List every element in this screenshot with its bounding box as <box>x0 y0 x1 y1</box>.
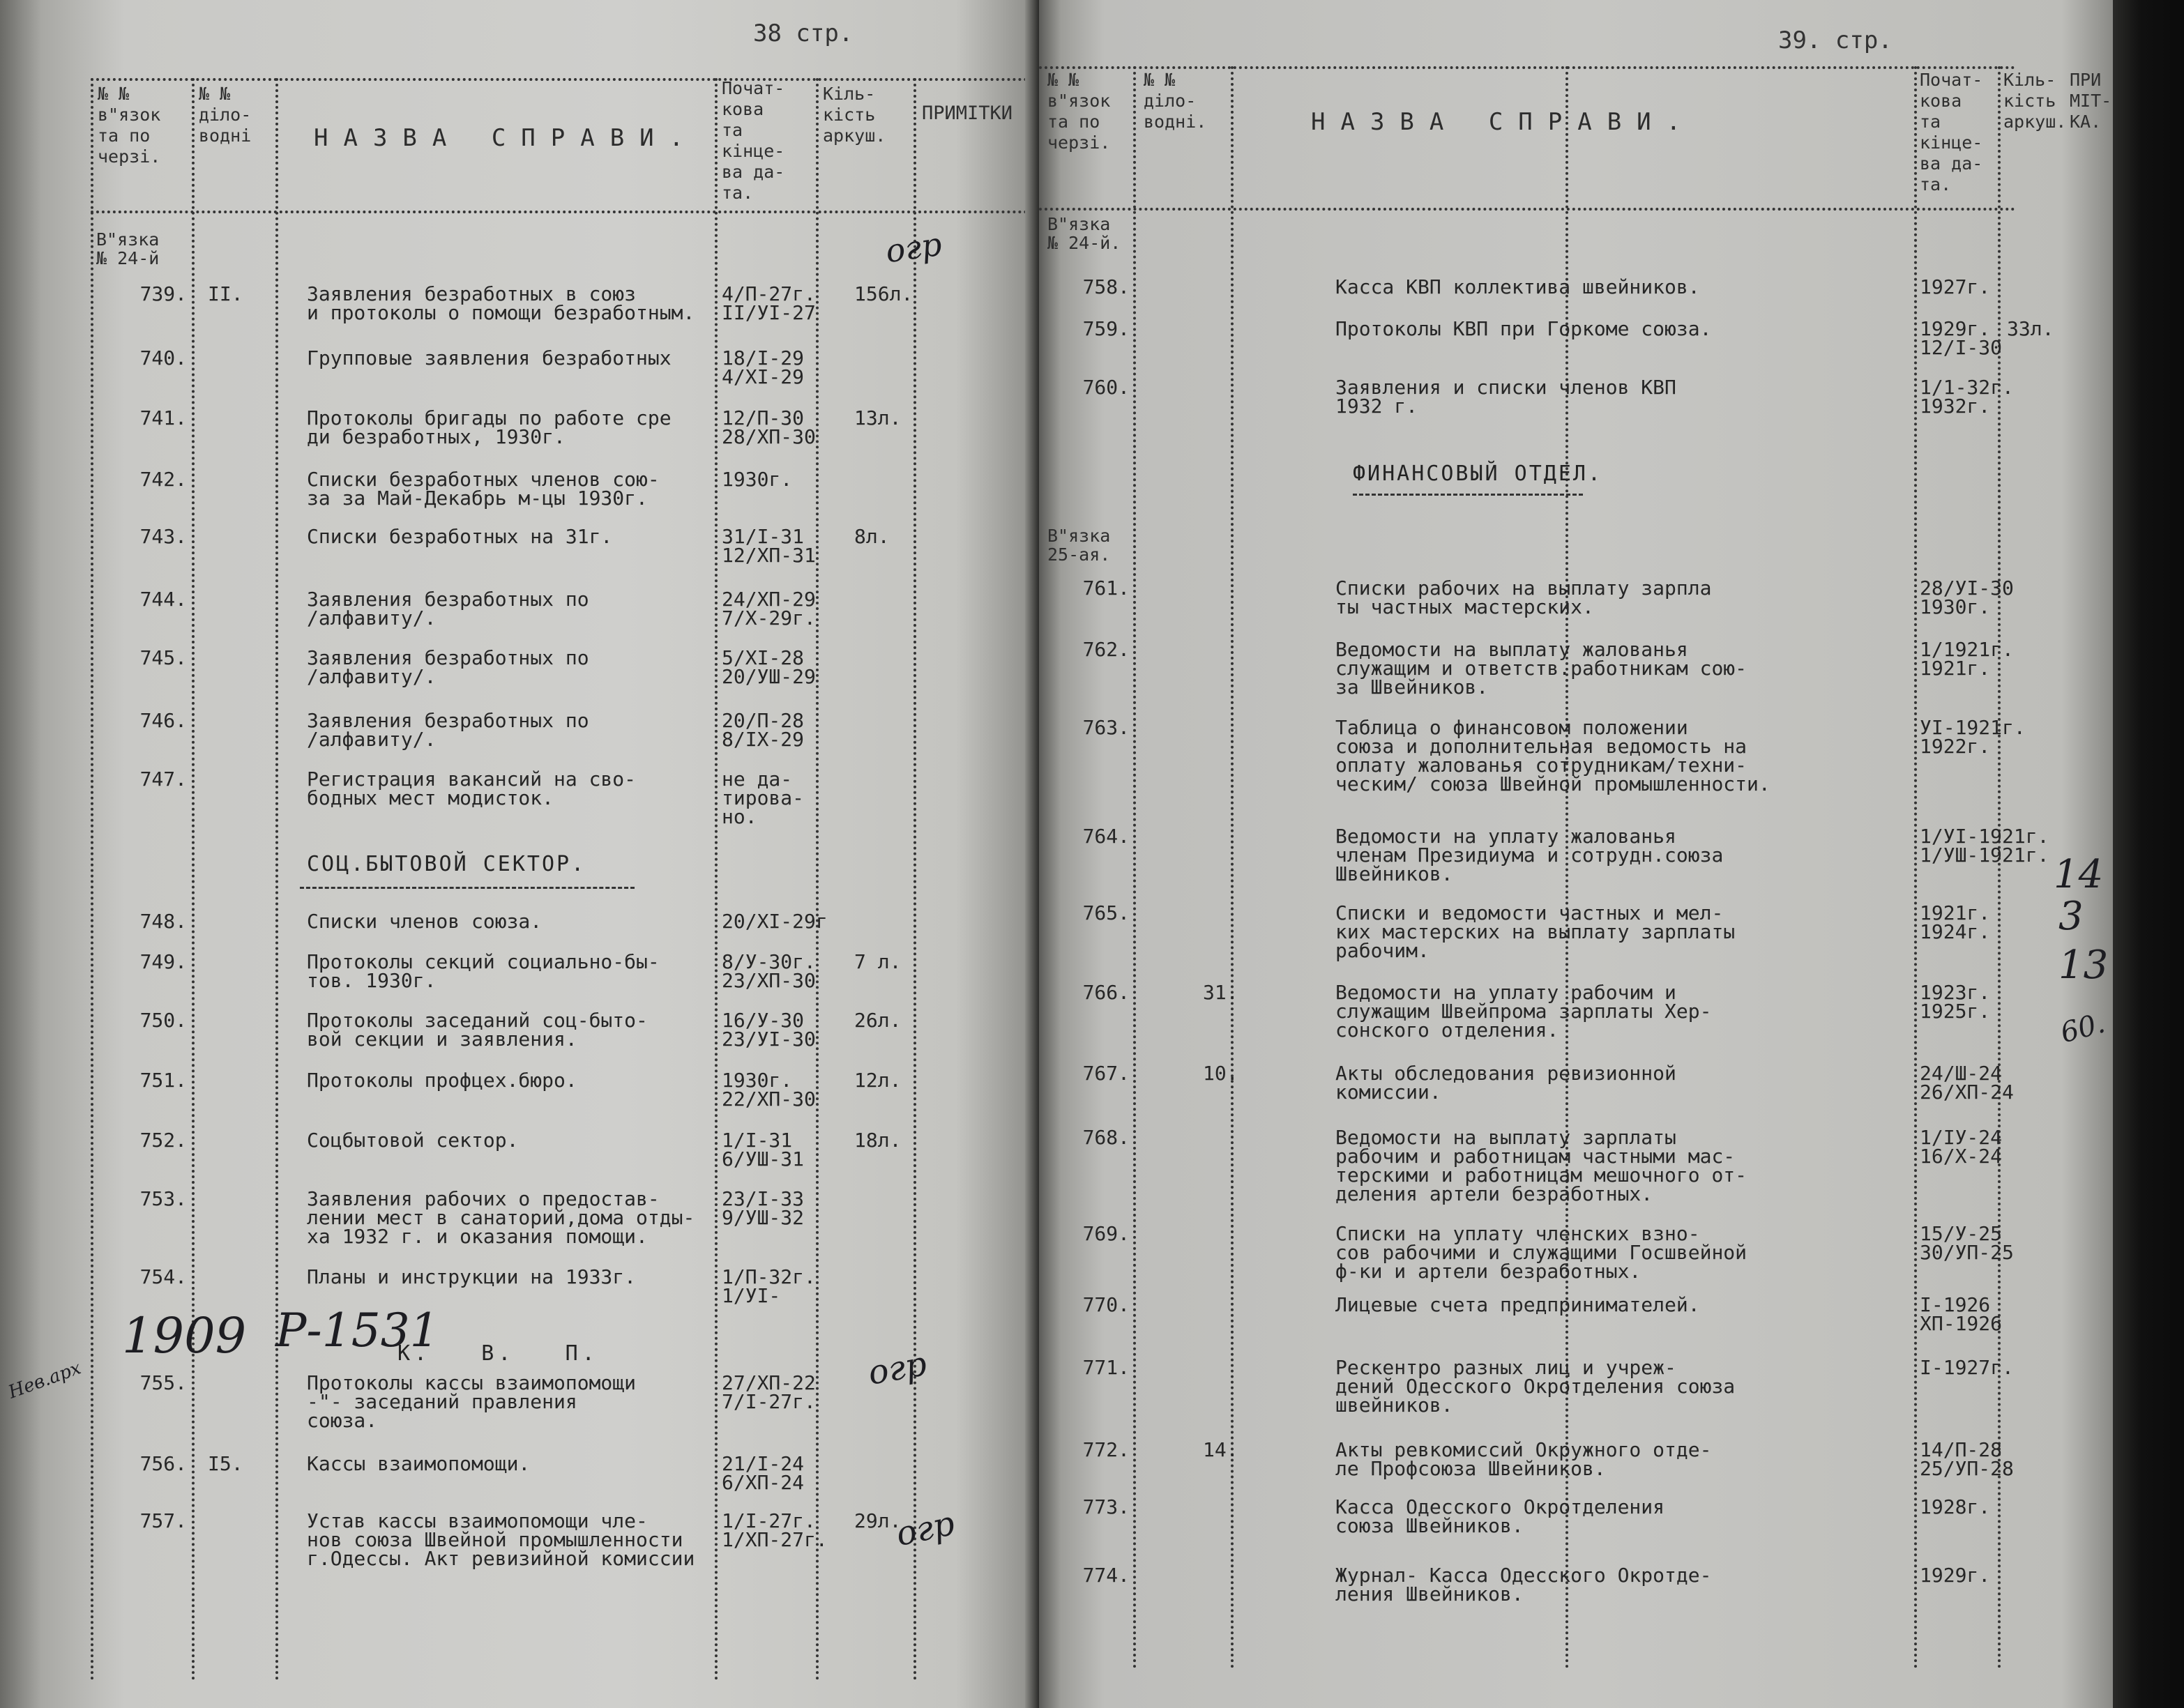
entry-number: 770. <box>1082 1293 1130 1316</box>
handwritten-margin-number: 13 <box>2058 943 2109 988</box>
entry-number: 744. <box>139 588 187 611</box>
column-rule <box>192 78 195 1682</box>
handwritten-year: 1909 <box>122 1307 247 1364</box>
entry-dates: 1/П-32г. 1/УI- <box>722 1265 816 1307</box>
entry-dates: I-1926 ХП-1926 <box>1920 1293 2003 1335</box>
entry-number: 772. <box>1082 1438 1130 1461</box>
header-dept: № № діло- водні. <box>1144 70 1207 132</box>
entry-dates: 1929г. 12/I-30 <box>1920 317 2003 359</box>
entry-title: Ведомости на выплату зарплаты рабочим и работницам частными мас- терскими и работницам мешочного от- деления артели безработных. <box>1335 1126 1747 1205</box>
entry-dept-number: 31. <box>1203 981 1238 1004</box>
bundle-label: В"язка № 24-й. <box>1047 214 1121 253</box>
entry-dates: 1930г. <box>722 468 793 491</box>
entry-sheets: 26л. <box>854 1009 902 1032</box>
entry-dates: 1921г. 1924г. <box>1920 901 1991 943</box>
entry-title: Протоколы профцех.бюро. <box>307 1069 577 1092</box>
column-rule <box>1998 66 2001 1670</box>
header-title: НАЗВА СПРАВИ. <box>314 124 699 152</box>
entry-dates: 1930г. 22/ХП-30 <box>722 1069 816 1111</box>
header-bottom-rule <box>1039 208 2015 211</box>
bundle-label: В"язка № 24-й <box>96 229 160 268</box>
section-heading-finance: ФИНАНСОВЫЙ ОТДЕЛ. <box>1353 462 1603 486</box>
entry-number: 743. <box>139 525 187 548</box>
entry-sheets: 18л. <box>854 1129 902 1152</box>
entry-title: Ведомости на уплату жалованья членам Президиума и сотрудн.союза Швейников. <box>1335 825 1724 885</box>
entry-dept-number: 14. <box>1203 1438 1238 1461</box>
entry-dept-number: I5. <box>208 1452 243 1475</box>
entry-dates: 28/УI-30 1930г. <box>1920 577 2014 618</box>
entry-number: 740. <box>139 346 187 369</box>
entry-number: 746. <box>139 709 187 732</box>
entry-title: Протоколы бригады по работе сре ди безработных, 1930г. <box>307 406 672 448</box>
entry-dates: 31/I-31 12/ХП-31 <box>722 525 816 567</box>
entry-sheets: 33л. <box>2007 317 2054 340</box>
entry-title: Списки рабочих на выплату зарпла ты частных мастерских. <box>1335 577 1712 618</box>
left-page <box>0 0 1039 1708</box>
entry-dates: 1927г. <box>1920 275 1991 298</box>
entry-number: 762. <box>1082 638 1130 661</box>
entry-title: Ведомости на выплату жалованья служащим и ответств.работникам сою- за Швейников. <box>1335 638 1747 699</box>
entry-title: Касса Одесского Окротделения союза Швейников. <box>1335 1495 1665 1537</box>
right-page <box>1039 0 2127 1708</box>
entry-number: 771. <box>1082 1356 1130 1379</box>
entry-number: 756. <box>139 1452 187 1475</box>
column-rule <box>715 78 718 1682</box>
entry-dept-number: 10. <box>1203 1062 1238 1085</box>
entry-dates: 21/I-24 6/ХП-24 <box>722 1452 805 1494</box>
entry-sheets: 12л. <box>854 1069 902 1092</box>
entry-dept-number: II. <box>208 282 243 305</box>
header-top-rule <box>1039 66 2015 69</box>
entry-title: Заявления рабочих о предостав- лении мест в санаторий,дома отды- ха 1932 г. и оказания помощи. <box>307 1187 695 1248</box>
entry-number: 767. <box>1082 1062 1130 1085</box>
entry-title: Лицевые счета предпринимателей. <box>1335 1293 1700 1316</box>
header-seq: № № в"язок та по черзі. <box>98 84 161 167</box>
entry-number: 759. <box>1082 317 1130 340</box>
entry-number: 753. <box>139 1187 187 1210</box>
handwritten-code: Р-1531 <box>275 1304 439 1357</box>
section-underline <box>300 887 635 889</box>
entry-title: Списки безработных членов сою- за за Май-Декабрь м-цы 1930г. <box>307 468 660 510</box>
entry-dates: не да- тирова- но. <box>722 768 805 828</box>
entry-number: 748. <box>139 910 187 933</box>
entry-dates: 8/У-30г. 23/ХП-30 <box>722 950 816 992</box>
header-bottom-rule <box>91 211 1039 213</box>
entry-number: 761. <box>1082 577 1130 600</box>
entry-title: Групповые заявления безработных <box>307 346 672 369</box>
entry-dates: 4/П-27г. II/УI-27 <box>722 282 816 324</box>
entry-number: 755. <box>139 1371 187 1394</box>
entry-dates: 1/IУ-24 16/Х-24 <box>1920 1126 2003 1168</box>
handwritten-margin-number: 3 <box>2058 894 2084 939</box>
entry-title: Списки на уплату членских взно- сов рабочими и служащими Госшвейной ф-ки и артели безработных. <box>1335 1222 1747 1283</box>
entry-number: 751. <box>139 1069 187 1092</box>
header-sheets: Кіль- кість аркуш. <box>823 84 886 146</box>
entry-dates: I-1927г. <box>1920 1356 2014 1379</box>
entry-number: 757. <box>139 1509 187 1532</box>
entry-title: Заявления безработных по /алфавиту/. <box>307 709 589 751</box>
entry-dates: 14/П-28 25/УП-28 <box>1920 1438 2014 1480</box>
column-rule <box>91 78 93 1682</box>
section-underline <box>1353 494 1583 496</box>
entry-dates: 1/УI-1921г. 1/УШ-1921г. <box>1920 825 2049 867</box>
entry-title: Регистрация вакансий на сво- бодных мест модисток. <box>307 768 637 809</box>
entry-dates: 5/XI-28 20/УШ-29 <box>722 646 816 688</box>
entry-title: Протоколы кассы взаимопомощи -"- заседаний правления союза. <box>307 1371 637 1432</box>
entry-dates: 20/П-28 8/IХ-29 <box>722 709 805 751</box>
entry-dates: 1923г. 1925г. <box>1920 981 1991 1023</box>
entry-title: Протоколы заседаний соц-быто- вой секции и заявления. <box>307 1009 648 1051</box>
column-rule <box>816 78 819 1682</box>
header-seq: № № в"язок та по черзі. <box>1047 70 1111 153</box>
entry-title: Журнал- Касса Одесского Окротде- ления Швейников. <box>1335 1564 1712 1606</box>
entry-dates: 12/П-30 28/ХП-30 <box>722 406 816 448</box>
entry-number: 763. <box>1082 716 1130 739</box>
entry-title: Касса КВП коллектива швейников. <box>1335 275 1700 298</box>
handwritten-mark: огр <box>893 1503 958 1555</box>
header-dept: № № діло- водні <box>199 84 252 146</box>
entry-title: Устав кассы взаимопомощи чле- нов союза Швейной промышленности г.Одессы. Акт ревизийной комиссии <box>307 1509 695 1570</box>
header-dates: Почат- кова та кінце- ва да- та. <box>722 78 785 203</box>
header-dates: Почат- кова та кінце- ва да- та. <box>1920 70 1983 195</box>
column-rule <box>1133 66 1136 1670</box>
entry-number: 747. <box>139 768 187 791</box>
header-top-rule <box>91 78 1039 81</box>
entry-dates: 16/У-30 23/УI-30 <box>722 1009 816 1051</box>
entry-dates: 1/I-31 6/УШ-31 <box>722 1129 805 1171</box>
handwritten-mark: огр <box>883 224 944 270</box>
entry-number: 766. <box>1082 981 1130 1004</box>
entry-number: 773. <box>1082 1495 1130 1518</box>
entry-dates: 15/У-25 30/УП-25 <box>1920 1222 2014 1264</box>
handwritten-margin-number: 14 <box>2054 852 2104 897</box>
entry-title: Заявления безработных в союз и протоколы о помощи безработным. <box>307 282 695 324</box>
entry-number: 739. <box>139 282 187 305</box>
handwritten-margin-number: 60. <box>2057 1007 2109 1050</box>
header-title: НАЗВА СПРАВИ. <box>1311 108 1697 136</box>
entry-number: 768. <box>1082 1126 1130 1149</box>
entry-sheets: 29л. <box>854 1509 902 1532</box>
entry-title: Акты ревкомиссий Окружного отде- ле Профсоюза Швейников. <box>1335 1438 1712 1480</box>
column-rule <box>275 78 278 1682</box>
entry-title: Списки членов союза. <box>307 910 543 933</box>
entry-title: Акты обследования ревизионной комиссии. <box>1335 1062 1676 1104</box>
entry-number: 758. <box>1082 275 1130 298</box>
entry-number: 749. <box>139 950 187 973</box>
entry-dates: 24/Ш-24 26/ХП-24 <box>1920 1062 2014 1104</box>
entry-sheets: 7 л. <box>854 950 902 973</box>
entry-number: 765. <box>1082 901 1130 924</box>
header-sheets: Кіль- кість аркуш. <box>2003 70 2067 132</box>
entry-dates: 24/ХП-29 7/Х-29г. <box>722 588 816 630</box>
entry-dates: 1/1-32г. 1932г. <box>1920 376 2014 418</box>
header-notes: ПРИ МІТ- КА. <box>2070 70 2112 132</box>
entry-title: Кассы взаимопомощи. <box>307 1452 531 1475</box>
entry-title: Списки безработных на 31г. <box>307 525 613 548</box>
page-number: 38 стр. <box>753 20 854 47</box>
entry-dates: 18/I-29 4/XI-29 <box>722 346 805 388</box>
entry-title: Заявления и списки членов КВП 1932 г. <box>1335 376 1676 418</box>
entry-number: 774. <box>1082 1564 1130 1587</box>
entry-title: Планы и инструкции на 1933г. <box>307 1265 637 1288</box>
entry-dates: 1929г. <box>1920 1564 1991 1587</box>
entry-sheets: 156л. <box>854 282 913 305</box>
handwritten-margin-note: Нев.арх <box>6 1357 84 1403</box>
entry-dates: УI-1921г. 1922г. <box>1920 716 2026 758</box>
entry-title: Заявления безработных по /алфавиту/. <box>307 588 589 630</box>
entry-title: Заявления безработных по /алфавиту/. <box>307 646 589 688</box>
book-cover-edge <box>2113 0 2184 1708</box>
column-rule <box>1231 66 1234 1670</box>
entry-dates: 1928г. <box>1920 1495 1991 1518</box>
entry-title: Соцбытовой сектор. <box>307 1129 519 1152</box>
entry-title: Протоколы секций социально-бы- тов. 1930г. <box>307 950 660 992</box>
bundle-label: В"язка 25-ая. <box>1047 526 1111 565</box>
entry-title: Ведомости на уплату рабочим и служащим Швейпрома зарплаты Хер- сонского отделения. <box>1335 981 1712 1042</box>
entry-dates: 20/XI-29г <box>722 910 828 933</box>
entry-sheets: 8л. <box>854 525 890 548</box>
entry-number: 745. <box>139 646 187 669</box>
entry-sheets: 13л. <box>854 406 902 429</box>
entry-number: 754. <box>139 1265 187 1288</box>
entry-title: Таблица о финансовом положении союза и дополнительная ведомость на оплату жалованья сотрудникам/техни- ческим/ союза Швейной промышленности. <box>1335 716 1770 795</box>
entry-dates: 23/I-33 9/УШ-32 <box>722 1187 805 1229</box>
entry-number: 742. <box>139 468 187 491</box>
page-number: 39. стр. <box>1778 26 1893 54</box>
entry-title: Протоколы КВП при Горкоме союза. <box>1335 317 1712 340</box>
entry-number: 764. <box>1082 825 1130 848</box>
entry-dates: 27/ХП-22 7/I-27г. <box>722 1371 816 1413</box>
entry-title: Списки и ведомости частных и мел- ких мастерских на выплату зарплаты рабочим. <box>1335 901 1736 962</box>
section-heading-kvp: К. В. П. <box>397 1341 599 1366</box>
handwritten-mark: огр <box>865 1344 930 1393</box>
entry-number: 750. <box>139 1009 187 1032</box>
entry-dates: 1/I-27г. 1/ХП-27г. <box>722 1509 828 1551</box>
header-notes: ПРИМІТКИ <box>922 102 1013 124</box>
entry-number: 760. <box>1082 376 1130 399</box>
entry-number: 752. <box>139 1129 187 1152</box>
column-rule <box>913 78 916 1682</box>
column-rule <box>1914 66 1917 1670</box>
entry-title: Рескентро разных лиц и учреж- дений Одесского Окротделения союза швейников. <box>1335 1356 1736 1417</box>
entry-number: 769. <box>1082 1222 1130 1245</box>
entry-number: 741. <box>139 406 187 429</box>
entry-dates: 1/1921г. 1921г. <box>1920 638 2014 680</box>
section-heading-social: СОЦ.БЫТОВОЙ СЕКТОР. <box>307 852 586 876</box>
